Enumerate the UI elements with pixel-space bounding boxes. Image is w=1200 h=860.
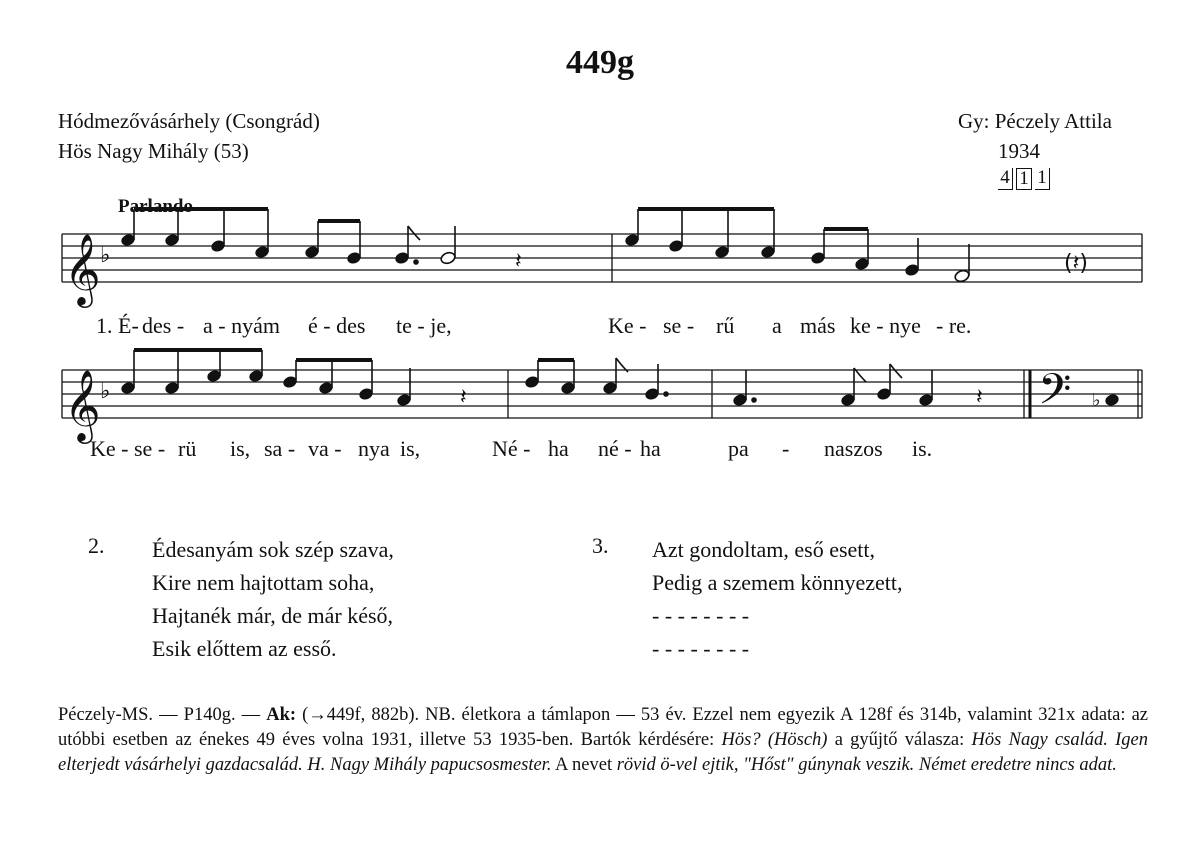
lyric-syllable: 1. É- — [96, 313, 139, 338]
svg-text:𝄞: 𝄞 — [64, 232, 101, 305]
lyric-syllable: naszos — [824, 436, 883, 461]
svg-text:𝄽: 𝄽 — [515, 249, 522, 274]
lyric-syllable: pa — [728, 436, 749, 461]
verse-number: 2. — [88, 533, 105, 558]
lyric-syllable: is, — [400, 436, 421, 461]
verse-2 — [152, 533, 394, 665]
lyric-syllable: rű — [716, 313, 735, 338]
flat-key-signature-icon: ♭ — [100, 379, 111, 404]
lyric-syllable: a - nyám — [203, 313, 280, 338]
footnote-italic-2: Hös Nagy család. Igen elterjedt vásárhelyi gazdacsalád. H. Nagy Mihály papucsosmester. — [58, 730, 1148, 775]
verse-3 — [652, 533, 902, 665]
treble-clef-icon — [64, 232, 101, 308]
verse-line: - - - - - - - - — [652, 603, 750, 628]
lyric-syllable: Ke - — [608, 313, 647, 338]
svg-text:𝄽: 𝄽 — [976, 385, 983, 410]
flat-key-signature-icon: ♭ — [100, 243, 111, 268]
lyric-syllable: más — [800, 313, 836, 338]
lyric-syllable: va - — [308, 436, 342, 461]
footnote-italic-3: rövid ö-vel ejtik, "Hőst" gúnynak veszik. Német eredetre nincs adat. — [616, 755, 1117, 775]
verse-number: 3. — [592, 533, 609, 558]
lyric-syllable: ha — [548, 436, 569, 461]
page-title: 449g — [566, 44, 634, 81]
svg-text:𝄢: 𝄢 — [1038, 365, 1072, 425]
verse-line: Esik előttem az esső. — [152, 636, 337, 661]
verse-line: Édesanyám sok szép szava, — [152, 537, 394, 562]
lyric-syllable: des - — [142, 313, 185, 338]
structure-box: 1 — [1035, 168, 1050, 190]
footnote-text — [58, 703, 1148, 778]
verse-line: Pedig a szemem könnyezett, — [652, 570, 903, 595]
lyric-syllable: se - — [663, 313, 695, 338]
svg-text:𝄞: 𝄞 — [64, 368, 101, 441]
verse-line: Kire nem hajtottam soha, — [152, 570, 375, 595]
place-name: Hódmezővásárhely (Csongrád) — [58, 109, 320, 133]
lyric-syllable: - — [782, 436, 790, 461]
lyric-syllable: se - — [134, 436, 166, 461]
svg-text:(𝄽): (𝄽) — [1064, 251, 1088, 276]
lyric-syllable: sa - — [264, 436, 296, 461]
singer-name: Hös Nagy Mihály (53) — [58, 139, 249, 163]
lyric-syllable: is. — [912, 436, 933, 461]
collection-year: 1934 — [998, 139, 1040, 163]
verse-line: - - - - - - - - — [652, 636, 750, 661]
svg-text:♭: ♭ — [1092, 390, 1101, 411]
structure-box: 4 — [998, 168, 1013, 190]
collector-name: Gy: Péczely Attila — [958, 109, 1112, 133]
lyric-syllable: ha — [640, 436, 661, 461]
lyric-syllable: rü — [178, 436, 197, 461]
tempo-marking: Parlando — [118, 196, 193, 217]
footnote-text-2: a gyűjtő válasza: — [827, 730, 972, 750]
verse-line: Azt gondoltam, eső esett, — [652, 537, 876, 562]
lyric-syllable: ke - nye — [850, 313, 921, 338]
footnote-text-1: (→449f, 882b). NB. életkora a támlapon — 53 év. Ezzel nem egyezik A 128f és 314b, valamint 321x adata: az utóbbi esetben az énekes 49 éves volna 1931, illetve 53 1935-ben. Bartók kérdésére: — [58, 705, 1148, 750]
lyric-syllable: - re. — [936, 313, 972, 338]
footnote-italic-1: Hös? (Hösch) — [721, 730, 828, 750]
svg-text:𝄽: 𝄽 — [460, 385, 467, 410]
lyric-syllable: Ke - — [90, 436, 129, 461]
verse-line: Hajtanék már, de már késő, — [152, 603, 394, 628]
lyric-syllable: nya — [358, 436, 390, 461]
lyric-syllable: Né - — [492, 436, 531, 461]
notes-line-2 — [121, 350, 1119, 425]
lyric-syllable: a — [772, 313, 782, 338]
footnote-text-3: A nevet — [551, 755, 617, 775]
lyric-syllable: é - des — [308, 313, 366, 338]
structure-box: 1 — [1016, 168, 1032, 190]
lyric-syllable: is, — [230, 436, 251, 461]
lyric-syllable: te - je, — [396, 313, 452, 338]
footnote-source: Péczely-MS. — P140g. — — [58, 705, 267, 725]
footnote-ak-label: Ak: — [266, 705, 297, 725]
lyric-syllable: né - — [598, 436, 632, 461]
treble-clef-icon — [64, 368, 101, 444]
